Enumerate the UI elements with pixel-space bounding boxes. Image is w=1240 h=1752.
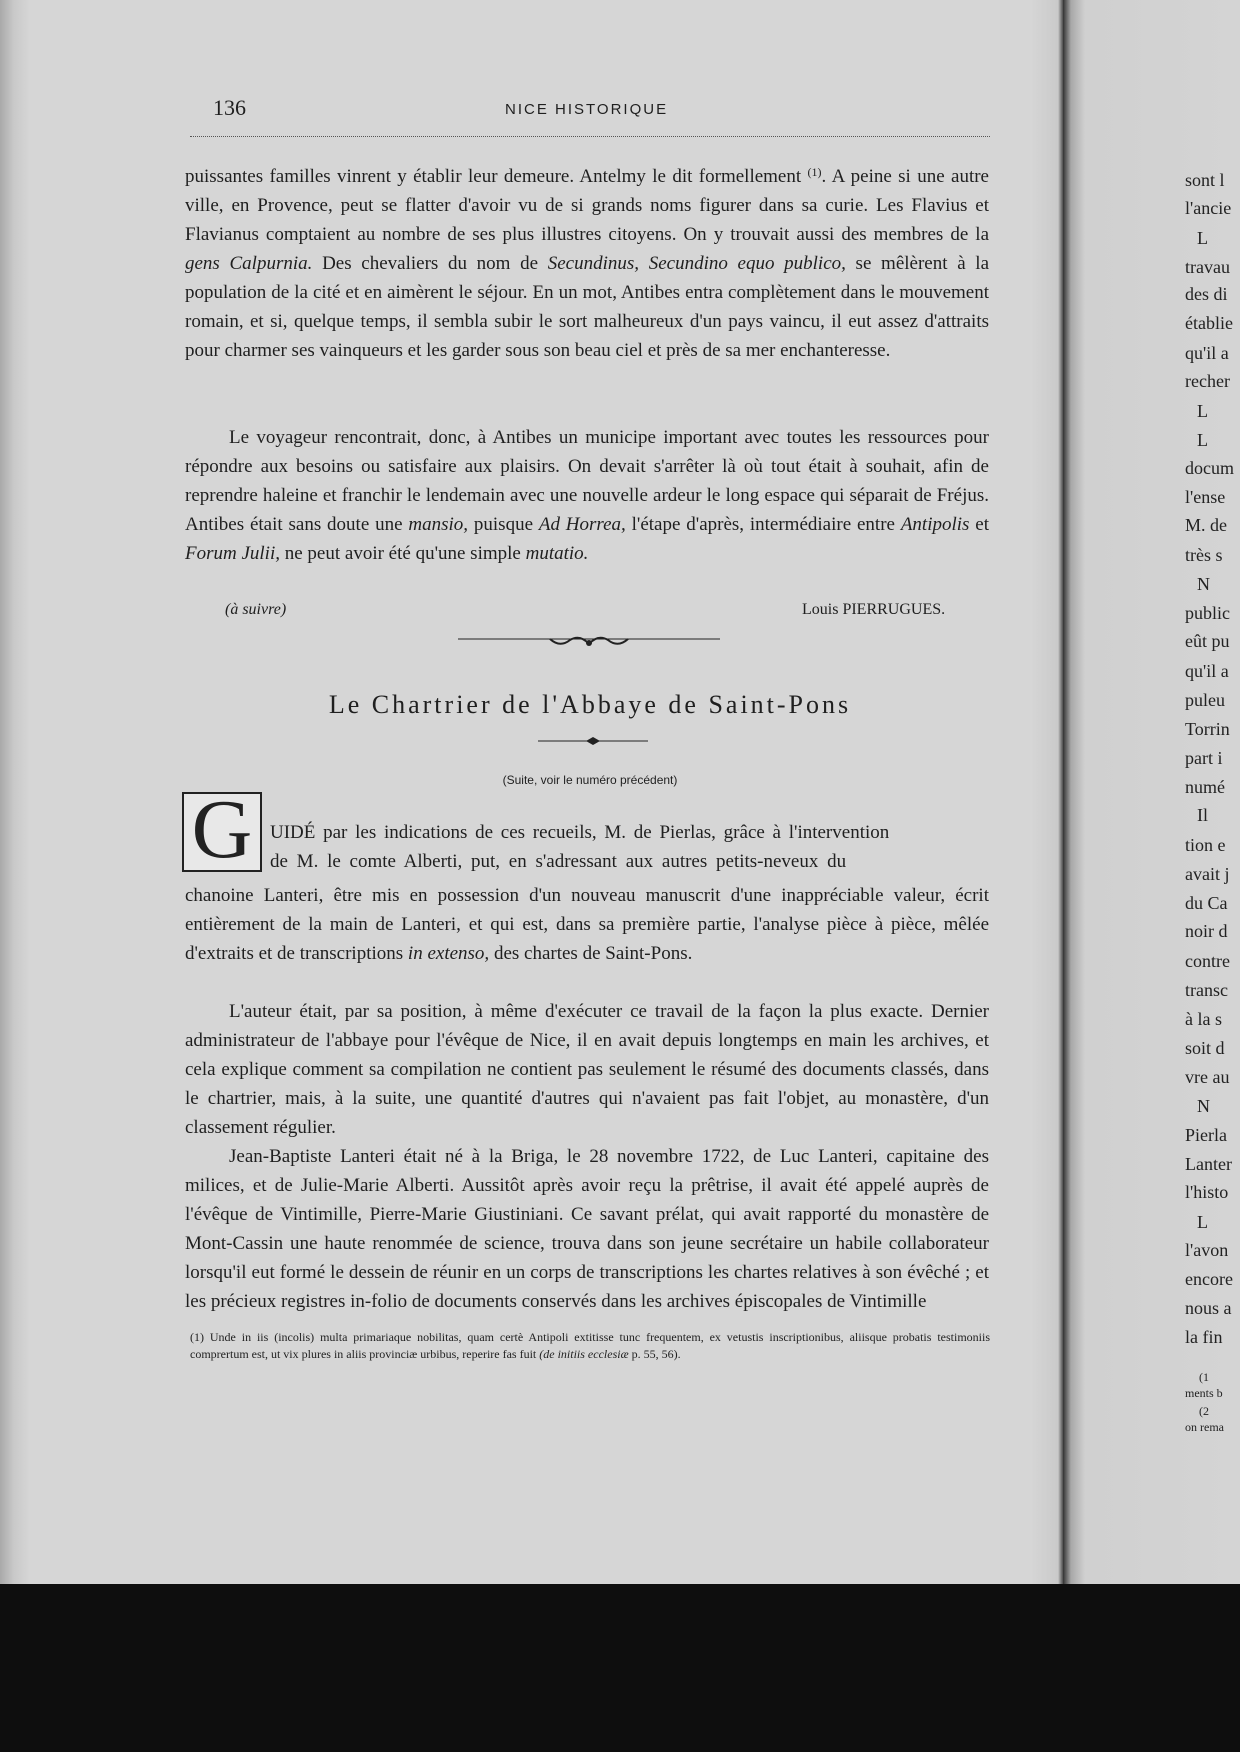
article-title: Le Chartrier de l'Abbaye de Saint-Pons <box>328 690 852 719</box>
article-paragraph-1-rest <box>185 881 989 968</box>
italic-run: in extenso, <box>407 943 490 964</box>
italic-run: mansio, <box>408 514 469 535</box>
facing-page-line: du Ca <box>1185 893 1228 913</box>
facing-page-line: public <box>1185 603 1230 623</box>
facing-page-line: L <box>1197 430 1208 450</box>
facing-page-line: N <box>1197 1096 1210 1116</box>
facing-page-line: puleu <box>1185 690 1225 710</box>
text-run: p. 55, 56). <box>628 1347 681 1361</box>
first-line: UIDÉ par les indications de ces recueils, M. de Pierlas, grâce à l'intervention <box>270 822 890 843</box>
article-paragraph-2: L'auteur était, par sa position, à même d'exécuter ce travail de la façon la plus exacte. Dernier administrateur de l'abbaye pour l'évêque de Nice, il en avait depuis longtemps en main les archives, et cela explique comment sa compilation ne contient pas seulement le résumé des documents classés, dans le chartrier, mais, à la suite, une quantité d'autres qui n'avaient pas fait l'objet, au monastère, d'un classement régulier. <box>185 1001 989 1138</box>
second-line: de M. le comte Alberti, put, en s'adressant aux autres petits-neveux du <box>270 851 847 872</box>
facing-page-line: l'ancie <box>1185 198 1232 218</box>
facing-page-line: qu'il a <box>1185 661 1229 681</box>
footnote <box>190 1329 990 1363</box>
to-follow-note: (à suivre) <box>225 601 287 618</box>
facing-page-line: L <box>1197 401 1208 421</box>
facing-page-line: Pierla <box>1185 1125 1227 1145</box>
italic-run: gens Calpurnia. <box>185 253 313 274</box>
facing-page-line: eût pu <box>1185 631 1230 651</box>
facing-page-line: sont l <box>1185 170 1225 190</box>
facing-page-line: nous a <box>1185 1298 1232 1318</box>
facing-page-line: qu'il a <box>1185 343 1229 363</box>
italic-run: Ad Horrea, <box>538 514 626 535</box>
running-head: NICE HISTORIQUE <box>505 101 669 118</box>
italic-run: (de initiis ecclesiæ <box>539 1347 629 1361</box>
article-paragraph-3: Jean-Baptiste Lanteri était né à la Briga, le 28 novembre 1722, de Luc Lanteri, capitaine des milices, et de Julie-Marie Alberti. Aussitôt après avoir reçu la prêtrise, il avait été appelé auprès de l'évêque de Vintimille, Pierre-Marie Giustiniani. Ce savant prélat, qui avait rapporté du monastère de Mont-Cassin une haute renommée de science, trouva dans son jeune secrétaire un habile collaborateur lorsqu'il eut formé le dessein de réunir en un corps de transcriptions les chartes relatives à son évêché ; et les précieux registres in-folio de documents conservés dans les archives épiscopales de Vintimille <box>185 1146 989 1312</box>
facing-page-line: Torrin <box>1185 719 1230 739</box>
facing-page-footnote-line: on rema <box>1185 1420 1224 1434</box>
italic-run: Forum Julii, <box>185 543 280 564</box>
text-run: se mêlèrent à la population de la cité et en aimèrent le séjour. En un mot, Antibes entra complètement dans le mouvement romain, et si, quelque temps, il sembla subir le sort malheureux d'un pays vaincu, il eut assez d'attraits pour charmer ses vainqueurs et les garder sous son beau ciel et près de sa mer enchanteresse. <box>185 253 990 361</box>
decorated-initial <box>182 783 262 876</box>
footnote-ref: (1) <box>807 165 822 179</box>
initial-letter: G <box>191 783 253 876</box>
facing-page-line: noir d <box>1185 921 1228 941</box>
facing-page-line: Il <box>1197 805 1208 825</box>
facing-page-line: à la s <box>1185 1009 1222 1029</box>
facing-page-line: l'avon <box>1185 1240 1229 1260</box>
title-ornament <box>538 736 648 746</box>
facing-page-line: transc <box>1185 980 1228 1000</box>
text-run: des chartes de Saint-Pons. <box>489 943 693 964</box>
facing-page-line: vre au <box>1185 1067 1230 1087</box>
facing-page-footnote-line: ments b <box>1185 1386 1223 1400</box>
prev-article-paragraph-1 <box>185 162 989 365</box>
facing-page-line: soit d <box>1185 1038 1225 1058</box>
facing-page-line: la fin <box>1185 1327 1223 1347</box>
facing-page-line: l'histo <box>1185 1182 1229 1202</box>
facing-page-line: établie <box>1185 313 1233 333</box>
article-subtitle: (Suite, voir le numéro précédent) <box>502 773 678 787</box>
text-run: . A peine si une autre ville, en Provence, peut se flatter d'avoir vu de si grands noms figurer dans sa curie. Les Flavius et Flavianus comptaient au nombre de ses plus illustres citoyens. On y trouvait aussi des membres de la <box>185 166 989 245</box>
italic-run: Antipolis <box>900 514 970 535</box>
text-run: chanoine Lanteri, être mis en possession d'un nouveau manuscrit d'une inappréciable valeur, écrit entièrement de la main de Lanteri, et qui est, dans sa première partie, l'analyse pièce à pièce, mêlée d'extraits et de transcriptions <box>185 885 989 964</box>
text-run: et <box>969 514 989 535</box>
text-run: puissantes familles vinrent y établir leur demeure. Antelmy le dit formellement <box>185 166 808 187</box>
facing-page-line: avait j <box>1185 864 1230 884</box>
author-signature: Louis PIERRUGUES. <box>802 601 946 618</box>
facing-page-line: l'ense <box>1185 487 1226 507</box>
facing-page-line: des di <box>1185 284 1228 304</box>
facing-page-line: L <box>1197 1212 1208 1232</box>
facing-page-line: part i <box>1185 748 1223 768</box>
facing-page-line: L <box>1197 228 1208 248</box>
facing-page-line: N <box>1197 574 1210 594</box>
italic-run: mutatio. <box>525 543 589 564</box>
facing-page-footnote-line: (1 <box>1199 1370 1209 1384</box>
facing-page-line: tion e <box>1185 835 1226 855</box>
facing-page-line: travau <box>1185 257 1230 277</box>
text-run: ne peut avoir été qu'une simple <box>280 543 526 564</box>
facing-page-line: Lanter <box>1185 1154 1232 1174</box>
header-rule <box>190 136 990 137</box>
facing-page-line: très s <box>1185 545 1223 565</box>
text-run: puisque <box>468 514 539 535</box>
facing-page-line: contre <box>1185 951 1230 971</box>
scan-background <box>0 1584 1240 1752</box>
facing-page-line: recher <box>1185 371 1230 391</box>
italic-run: Secundinus, Secundino equo publico, <box>547 253 846 274</box>
facing-page-footnote-line: (2 <box>1199 1404 1209 1418</box>
facing-page-line: M. de <box>1185 515 1227 535</box>
text-run: Des chevaliers du nom de <box>312 253 548 274</box>
page-number: 136 <box>213 95 246 120</box>
text-run: Le voyageur rencontrait, donc, à Antibes un municipe important avec toutes les ressources pour répondre aux besoins ou satisfaire aux plaisirs. On devait s'arrêter là où tout était à souhait, afin de reprendre haleine et franchir le lendemain avec une nouvelle ardeur le long espace qui séparait de Fréjus. Antibes était sans doute une <box>185 427 989 535</box>
facing-page-line: encore <box>1185 1269 1233 1289</box>
prev-article-paragraph-2 <box>185 423 989 568</box>
facing-page-line: docum <box>1185 458 1234 478</box>
text-run: (1) Unde in iis (incolis) multa primariaque nobilitas, quam certè Antipoli extitisse tunc frequentem, ex vetustis inscriptionibus, aliisque probatis testimoniis comprertum est, ut vix plures in aliis provinciæ urbibus, reperire fas fuit <box>190 1330 990 1361</box>
separator-ornament <box>458 636 720 648</box>
text-run: l'étape d'après, intermédiaire entre <box>625 514 901 535</box>
facing-page-edge <box>1063 0 1240 1584</box>
facing-page-line: numé <box>1185 777 1225 797</box>
